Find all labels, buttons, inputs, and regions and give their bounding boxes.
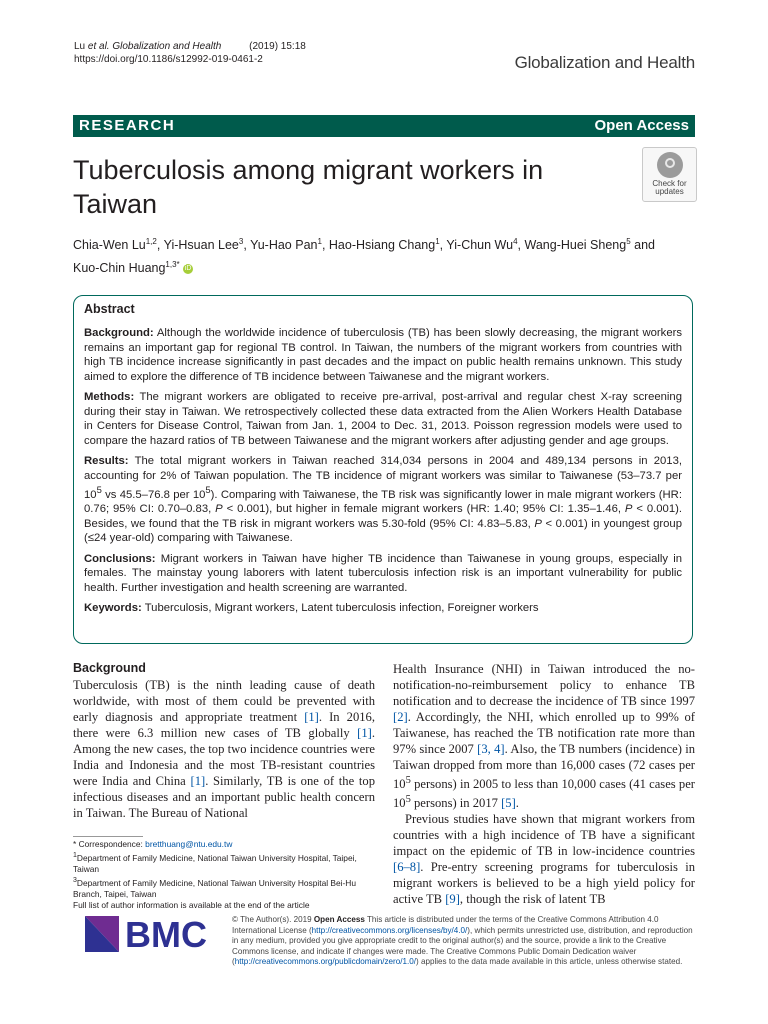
citation-link[interactable]: [3, 4] — [477, 742, 505, 756]
affiliation-1: $^1$Department of Family Medicine, National Taiwan University Hospital, Taipei, Taiwan — [73, 852, 357, 874]
open-access-label: Open Access — [594, 117, 689, 134]
article-type-banner — [73, 115, 695, 137]
citation-link[interactable]: [1] — [357, 726, 372, 740]
bmc-logo-text: BMC — [125, 914, 207, 954]
abstract-results: Results: The total migrant workers in Taiwan reached 314,034 persons in 2004 and 489,134 persons in 2013, accounting for 2% of Taiwan population. The TB incidence of migrant workers was similar to Taiwanese (53–73.7 per $10^5$ vs 45.5–76.8 per $10^5$). Comparing with Taiwanese, the TB risk was significantly lower in male migrant workers (HR: 0.76; 95% CI: 0.70–0.83, P < 0.001), but higher in female migrant workers (HR: 1.40; 95% CI: 1.35–1.46, P < 0.001). Besides, we found that the TB risk in migrant workers was 5.30-fold (95% CI: 4.83–5.83, P < 0.001) in youngest group (≤24 year-old) comparing with Taiwanese. — [84, 455, 683, 545]
crossmark-icon — [657, 152, 683, 178]
license-link[interactable]: http://creativecommons.org/licenses/by/4.0/ — [311, 925, 468, 935]
abstract-box — [73, 295, 693, 644]
citation-header — [74, 40, 306, 66]
public-domain-link[interactable]: http://creativecommons.org/publicdomain/zero/1.0/ — [234, 957, 417, 966]
citation-authors: Lu — [74, 41, 88, 52]
citation-link[interactable]: [9] — [445, 892, 460, 907]
footnote-divider — [73, 836, 143, 837]
footnotes — [73, 839, 375, 911]
citation-year: (2019) 15:18 — [249, 41, 306, 52]
affiliation-3: $^3$Department of Family Medicine, National Taiwan University Hospital Bei-Hu Branch, Taipei, Taiwan — [73, 876, 357, 899]
author-info-note: Full list of author information is available at the end of the article — [73, 899, 310, 910]
check-for-updates-label: Check for updates — [652, 179, 687, 196]
background-paragraph: Tuberculosis (TB) is the ninth leading cause of death worldwide, with most of them could be prevented with early diagnosis and appropriate treatment [1]. In 2016, there were 6.3 million new cases of TB globally [1]. Among the new cases, the top two incidence countries were India and Indonesia and the most TB-resistant countries were India and China [1]. Similarly, TB is one of the top infectious diseases and an important public health concern in Taiwan. The Bureau of National — [73, 678, 375, 820]
citation-journal: et al. Globalization and Health — [87, 41, 222, 52]
citation-link[interactable]: [6–8] — [393, 860, 421, 875]
abstract-background: Background: Although the worldwide incidence of tuberculosis (TB) has been slowly decreasing, the migrant workers remains an important gap for regional TB control. In Taiwan, the numbers of the migrant workers from countries with high TB incidence increase significantly in past decades and the impact on public health remains unknown. This study aimed to explore the difference of TB incidence between Taiwanese and the migrant workers. — [84, 327, 683, 383]
body-right-column — [393, 661, 695, 907]
doi-link[interactable]: https://doi.org/10.1186/s12992-019-0461-2 — [74, 54, 263, 65]
citation-link[interactable]: [1] — [304, 710, 319, 724]
article-title: Tuberculosis among migrant workers in Taiwan — [73, 155, 544, 219]
author-list: Chia-Wen Lu$^{1,2}$, Yi-Hsuan Lee$^3$, Yu-Hao Pan$^1$, Hao-Hsiang Chang$^1$, Yi-Chun Wu$^4$, Wang-Huei Sheng$^5$ and Kuo-Chin Huang$^{1,3*}$ iD — [73, 237, 655, 276]
citation-link[interactable]: [1] — [190, 774, 206, 788]
abstract-heading: Abstract — [84, 302, 135, 316]
body-left-column — [73, 661, 375, 821]
paragraph-nhi: Health Insurance (NHI) in Taiwan introduced the no-notification-no-reimbursement policy to enhance TB notification and to decrease the incidence of TB since 1997 [2]. Accordingly, the NHI, which enrolled up to 99% of Taiwanese, has reached the TB notification rate more than 97% since 2007 [3, 4]. Also, the TB numbers (incidence) in Taiwan dropped from more than 16,000 cases (72 cases per $10^5$ persons) in 2005 to less than 10,000 cases (41 cases per $10^5$ persons) in 2017 [5]. — [393, 662, 696, 811]
correspondence: * Correspondence: bretthuang@ntu.edu.tw — [73, 839, 233, 849]
section-heading-background: Background — [73, 661, 146, 675]
citation-link[interactable]: [2] — [393, 710, 408, 724]
abstract-keywords: Keywords: Tuberculosis, Migrant workers, Latent tuberculosis infection, Foreigner workers — [84, 602, 539, 615]
check-for-updates-button[interactable] — [642, 147, 697, 202]
citation-link[interactable]: [5] — [501, 796, 516, 811]
abstract-methods: Methods: The migrant workers are obligated to receive pre-arrival, post-arrival and regular chest X-ray screening during their stay in Taiwan. We retrospectively collected these data extracted from the Alien Workers Health Database in Centers for Disease Control, Taiwan from Jan. 1, 2004 to Dec. 31, 2013. Poisson regression models were used to compare the hazard ratios of TB between Taiwanese and the migrant workers after adjusting gender and age groups. — [84, 391, 682, 447]
paragraph-previous-studies: Previous studies have shown that migrant workers from countries with a high incidence of TB have a significant impact on the epidemic of TB in low-incidence countries [6–8]. Pre-entry screening programs for tuberculosis in migrant workers is believed to be a high yield policy for active TB [9], though the risk of latent TB — [393, 812, 695, 907]
correspondence-email-link[interactable]: bretthuang@ntu.edu.tw — [145, 839, 233, 849]
abstract-conclusions: Conclusions: Migrant workers in Taiwan have higher TB incidence than Taiwanese in young groups, especially in females. The mainstay young laborers with latent tuberculosis infection risk is an important vulnerability for public health. Further investigation and health screening are warranted. — [84, 552, 682, 594]
bmc-logo — [85, 914, 215, 954]
license-text: © The Author(s). 2019 Open Access This article is distributed under the terms of the Creative Commons Attribution 4.0 International License (http://creativecommons.org/licenses/by/4.0/), which permits unrestricted use, distribution, and reproduction in any medium, provided you give appropriate credit to the original author(s) and the source, provide a link to the Creative Commons license, and indicate if changes were made. The Creative Commons Public Domain Dedication waiver (http://creativecommons.org/publicdomain/zero/1.0/) applies to the data made available in this article, unless otherwise stated. — [232, 915, 693, 966]
journal-name: Globalization and Health — [514, 53, 695, 72]
orcid-icon[interactable]: iD — [184, 265, 192, 273]
article-type-label: RESEARCH — [79, 117, 176, 134]
